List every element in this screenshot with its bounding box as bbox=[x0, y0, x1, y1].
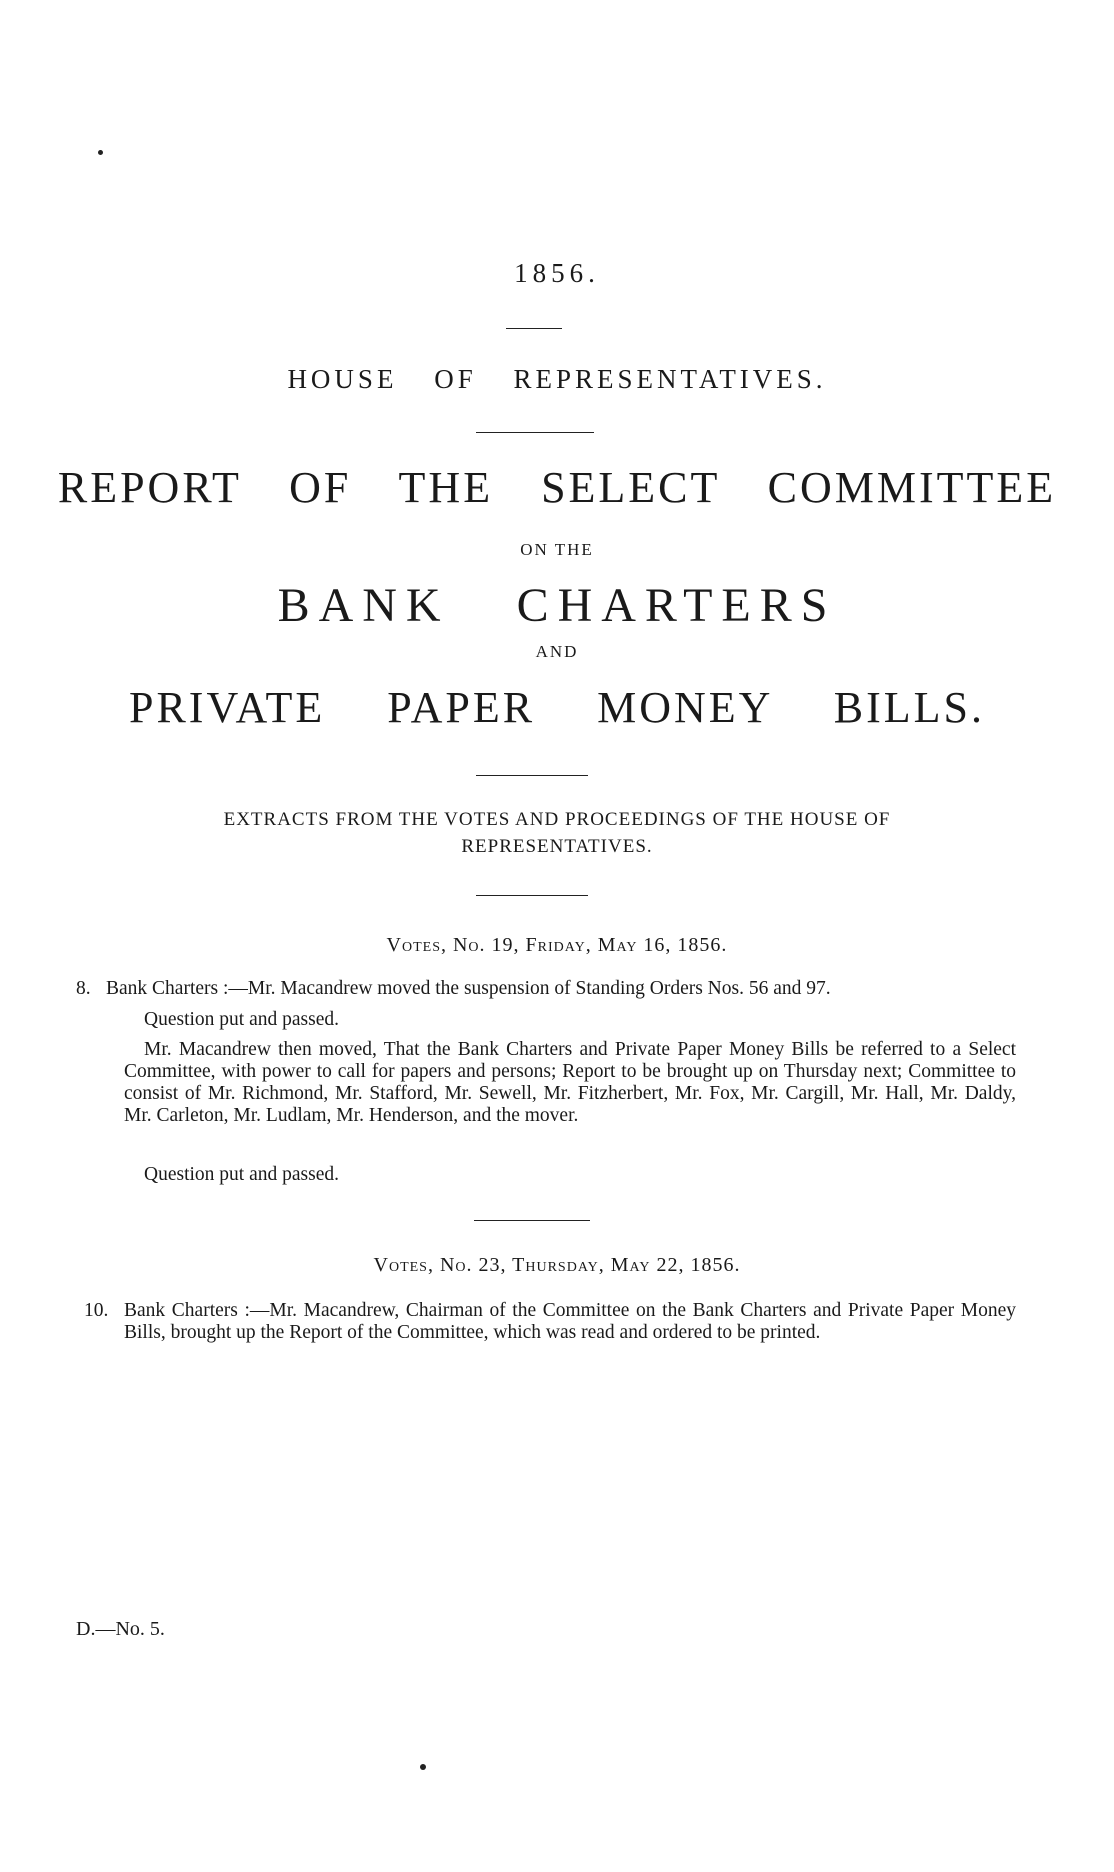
page-speck-bottom bbox=[420, 1764, 426, 1770]
votes-heading-1: Votes, No. 19, Friday, May 16, 1856. bbox=[386, 934, 728, 956]
divider-2 bbox=[476, 432, 594, 433]
divider-3 bbox=[476, 775, 588, 776]
report-title: REPORT OF THE SELECT COMMITTEE bbox=[57, 463, 1057, 512]
house-heading: HOUSE OF REPRESENTATIVES. bbox=[287, 364, 827, 394]
extracts-line-2: REPRESENTATIVES. bbox=[461, 836, 653, 857]
extracts-line-1: EXTRACTS FROM THE VOTES AND PROCEEDINGS OF THE HOUSE OF bbox=[223, 809, 891, 830]
on-the-label: ON THE bbox=[520, 540, 594, 559]
item-number-10: 10. bbox=[84, 1300, 109, 1321]
item-10-text: Bank Charters :—Mr. Macandrew, Chairman of the Committee on the Bank Charters and Private Paper Money Bills, brought up the Report of the Committee, which was read and ordered to be printed. bbox=[124, 1300, 1016, 1343]
divider-5 bbox=[474, 1220, 590, 1221]
extracts-heading bbox=[130, 806, 984, 860]
page-speck-top-left bbox=[98, 150, 103, 155]
item-number-8: 8. bbox=[76, 978, 91, 999]
year: 1856. bbox=[514, 258, 600, 288]
bank-charters-title: BANK CHARTERS bbox=[277, 579, 837, 632]
question-put-2: Question put and passed. bbox=[144, 1164, 339, 1185]
paper-money-title: PRIVATE PAPER MONEY BILLS. bbox=[128, 683, 986, 732]
select-committee-motion: Mr. Macandrew then moved, That the Bank Charters and Private Paper Money Bills be referred to a Select Committee, with power to call for papers and persons; Report to be brought up on Thursday next; Committee to consist of Mr. Richmond, Mr. Stafford, Mr. Sewell, Mr. Fitzherbert, Mr. Fox, Mr. Cargill, Mr. Hall, Mr. Daldy, Mr. Carleton, Mr. Ludlam, Mr. Henderson, and the mover. bbox=[124, 1039, 1016, 1126]
question-put-1: Question put and passed. bbox=[144, 1009, 339, 1030]
item-8-text: Bank Charters :—Mr. Macandrew moved the suspension of Standing Orders Nos. 56 and 97. bbox=[106, 978, 831, 999]
votes-heading-2: Votes, No. 23, Thursday, May 22, 1856. bbox=[373, 1254, 741, 1276]
and-label: AND bbox=[535, 642, 579, 661]
divider-1 bbox=[506, 328, 562, 329]
document-reference: D.—No. 5. bbox=[76, 1618, 165, 1640]
divider-4 bbox=[476, 895, 588, 896]
